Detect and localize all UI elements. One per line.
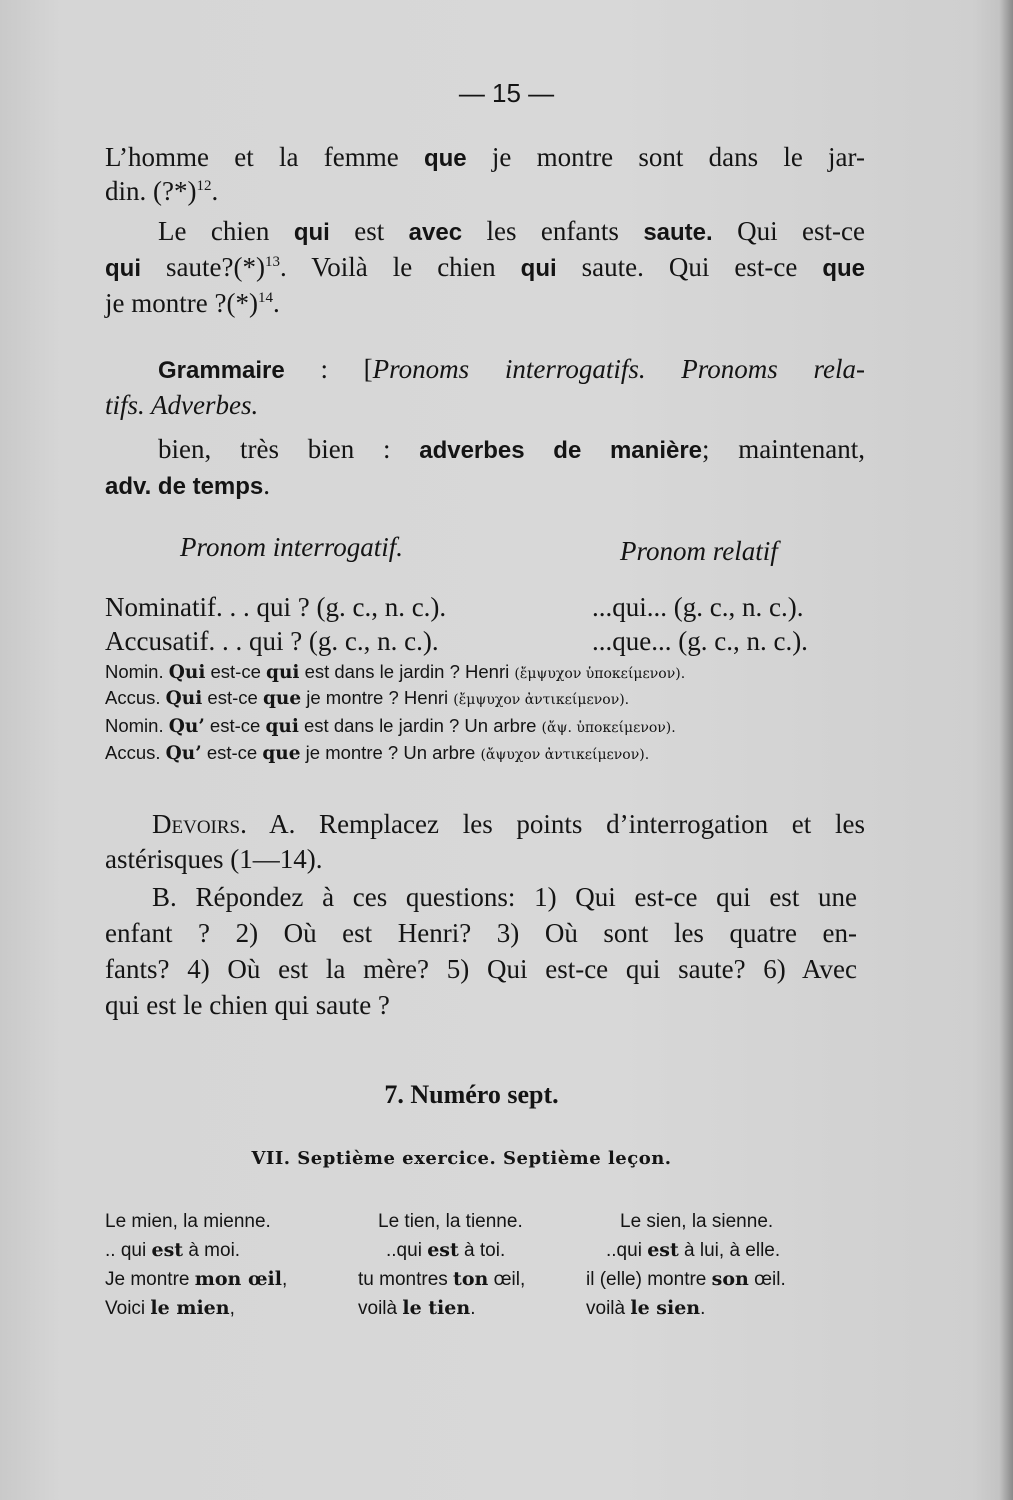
example-line: Nomin. Qui est-ce qui est dans le jardin ? Henri (ἔμψυχον ὑποκείμενον).: [105, 661, 686, 683]
possessive-line: Le tien, la tienne.: [378, 1211, 523, 1232]
possessive-line: Je montre mon œil,: [105, 1268, 288, 1290]
possessive-line: ..qui est à toi.: [386, 1239, 506, 1261]
table-row-accusative-relative: ...que... (g. c., n. c.).: [592, 626, 808, 656]
section-title: 7. Numéro sept.: [384, 1080, 559, 1109]
possessive-line: il (elle) montre son œil.: [586, 1268, 786, 1290]
adverbs-line-1: bien, très bien : adverbes de manière; maintenant,: [158, 434, 865, 464]
paragraph-1-line-2: din. (?*)$^{12}$.: [105, 176, 219, 206]
possessive-line: .. qui est à moi.: [105, 1239, 241, 1261]
possessive-line: Le sien, la sienne.: [620, 1211, 774, 1232]
homework-line-4: enfant ? 2) Où est Henri? 3) Où sont les quatre en-: [105, 918, 857, 948]
adverbs-line-2: adv. de temps.: [105, 470, 271, 500]
paragraph-2-line-1: Le chien qui est avec les enfants saute. Qui est-ce: [158, 216, 865, 246]
possessive-column-second: [358, 1208, 525, 1323]
table-row-accusative: Accusatif. . . qui ? (g. c., n. c.).: [105, 626, 439, 656]
homework-line-6: qui est le chien qui saute ?: [105, 990, 390, 1020]
table-head-interrogative: Pronom interrogatif.: [180, 532, 404, 562]
possessive-line: Le mien, la mienne.: [105, 1211, 271, 1232]
homework-line-3: B. Répondez à ces questions: 1) Qui est-ce qui est une: [152, 882, 857, 912]
homework-line-5: fants? 4) Où est la mère? 5) Qui est-ce qui saute? 6) Avec: [105, 954, 857, 984]
possessive-column-first: [105, 1208, 287, 1323]
table-head-relative: Pronom relatif: [620, 536, 778, 566]
possessive-line: ..qui est à lui, à elle.: [606, 1239, 781, 1261]
grammar-line-1: Grammaire : [Pronoms interrogatifs. Pronoms rela-: [158, 354, 865, 384]
page-edge: [999, 0, 1013, 1500]
homework-line-2: astérisques (1—14).: [105, 844, 323, 874]
paragraph-1-line-1: L’homme et la femme que je montre sont dans le jar-: [105, 142, 865, 172]
paragraph-2-line-3: je montre $?(*)^{14}$.: [105, 288, 280, 318]
table-row-nominative-relative: ...qui... (g. c., n. c.).: [592, 592, 804, 622]
grammar-line-2: tifs. Adverbes.: [105, 390, 259, 420]
example-line: Accus. Qu’ est-ce que je montre ? Un arbre (ἄψυχον ἀντικείμενον).: [105, 742, 650, 764]
possessive-line: voilà le tien.: [358, 1297, 476, 1319]
page-number: — 15 —: [458, 78, 555, 108]
exercise-title: VII. Septième exercice. Septième leçon.: [251, 1148, 672, 1169]
possessive-column-third: [586, 1208, 786, 1323]
possessive-line: Voici le mien,: [105, 1297, 235, 1319]
table-row-nominative: Nominatif. . . qui ? (g. c., n. c.).: [105, 592, 447, 622]
example-line: Accus. Qui est-ce que je montre ? Henri (ἔμψυχον ἀντικείμενον).: [105, 687, 630, 709]
possessive-line: tu montres ton œil,: [358, 1268, 526, 1290]
example-line: Nomin. Qu’ est-ce qui est dans le jardin ? Un arbre (ἄψ. ὑποκείμενον).: [105, 715, 676, 737]
possessive-line: voilà le sien.: [586, 1297, 706, 1319]
homework-line-1: Devoirs. A. Remplacez les points d’interrogation et les: [152, 809, 865, 839]
paragraph-2-line-2: qui $saute?(*)^{13}$. Voilà le chien qui saute. Qui est-ce que: [105, 252, 865, 282]
